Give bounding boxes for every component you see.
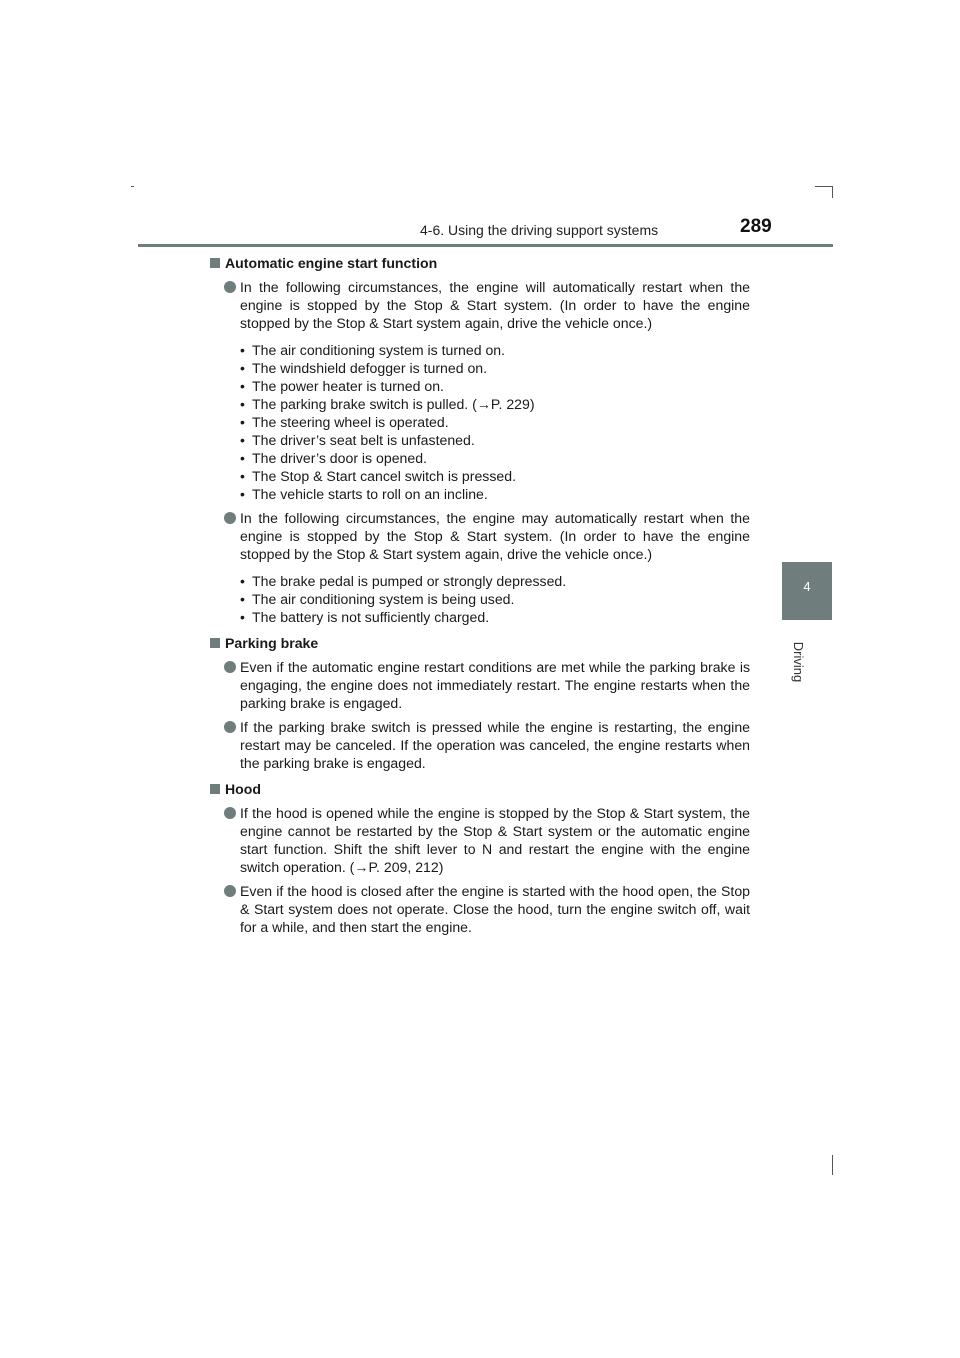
page-number: 289 bbox=[740, 216, 772, 237]
item-text: Even if the automatic engine restart conditions are met while the parking brake is engaging, the engine does not immediately restart. The engine restarts when the parking brake is engaged. bbox=[240, 659, 750, 711]
sub-list-item: • The windshield defogger is turned on. bbox=[240, 359, 750, 377]
sub-list-item: • The air conditioning system is turned on. bbox=[240, 341, 750, 359]
item-text: If the parking brake switch is pressed while the engine is restarting, the engine restart may be canceled. If the operation was canceled, the engine restarts when the parking brake is engaged. bbox=[240, 719, 750, 771]
sub-list-item: • The driver’s door is opened. bbox=[240, 449, 750, 467]
circle-bullet-icon bbox=[224, 512, 236, 524]
item-text: If the hood is opened while the engine is stopped by the Stop & Start system, the engine cannot be restarted by the Stop & Start system or the automatic engine start function. Shift the shift lever to N and restart the engine with the engine switch operation. (→P. 209, 212) bbox=[240, 805, 750, 875]
circle-bullet-icon bbox=[224, 661, 236, 673]
crop-mark-top-left bbox=[131, 186, 134, 187]
list-item bbox=[210, 804, 750, 876]
crop-mark-bottom-right bbox=[832, 1155, 833, 1175]
list-item bbox=[210, 278, 750, 503]
section-heading-hood bbox=[210, 780, 750, 798]
sub-list-item: • The Stop & Start cancel switch is pressed. bbox=[240, 467, 750, 485]
section-heading-parking-brake bbox=[210, 634, 750, 652]
list-item bbox=[210, 882, 750, 936]
section-title: 4-6. Using the driving support systems bbox=[420, 222, 659, 238]
chapter-number: 4 bbox=[803, 579, 811, 594]
sub-list bbox=[240, 341, 750, 503]
sub-list-item: • The parking brake switch is pulled. (→P. 229) bbox=[240, 395, 750, 413]
circle-bullet-icon bbox=[224, 885, 236, 897]
sub-list-item: • The power heater is turned on. bbox=[240, 377, 750, 395]
sub-list-item: • The driver’s seat belt is unfastened. bbox=[240, 431, 750, 449]
item-text: In the following circumstances, the engine may automatically restart when the engine is stopped by the Stop & Start system. (In order to have the engine stopped by the Stop & Start system again, drive the vehicle once.) bbox=[240, 510, 750, 562]
square-bullet-icon bbox=[210, 258, 220, 268]
section-heading-automatic-start bbox=[210, 254, 750, 272]
list-item bbox=[210, 718, 750, 772]
heading-text: Automatic engine start function bbox=[225, 255, 438, 271]
list-item bbox=[210, 658, 750, 712]
circle-bullet-icon bbox=[224, 281, 236, 293]
circle-bullet-icon bbox=[224, 721, 236, 733]
heading-text: Hood bbox=[225, 781, 262, 797]
list-item bbox=[210, 509, 750, 626]
sub-list-item: • The vehicle starts to roll on an incline. bbox=[240, 485, 750, 503]
sub-list-item: • The steering wheel is operated. bbox=[240, 413, 750, 431]
square-bullet-icon bbox=[210, 638, 220, 648]
square-bullet-icon bbox=[210, 784, 220, 794]
chapter-tab bbox=[782, 562, 832, 620]
chapter-label: Driving bbox=[791, 641, 806, 683]
sub-list-item: • The battery is not sufficiently charged. bbox=[240, 608, 750, 626]
item-text: In the following circumstances, the engine will automatically restart when the engine is stopped by the Stop & Start system. (In order to have the engine stopped by the Stop & Start system again, drive the vehicle once.) bbox=[240, 279, 750, 331]
sub-list bbox=[240, 572, 750, 626]
circle-bullet-icon bbox=[224, 807, 236, 819]
crop-mark-top-right-vertical bbox=[832, 186, 833, 198]
header-rule bbox=[138, 244, 833, 247]
sub-list-item: • The brake pedal is pumped or strongly depressed. bbox=[240, 572, 750, 590]
crop-mark-top-right-horizontal bbox=[815, 186, 833, 187]
heading-text: Parking brake bbox=[225, 635, 319, 651]
item-text: Even if the hood is closed after the engine is started with the hood open, the Stop & Start system does not operate. Close the hood, turn the engine switch off, wait for a while, and then start the engine. bbox=[240, 883, 750, 935]
page-content bbox=[210, 254, 750, 942]
sub-list-item: • The air conditioning system is being used. bbox=[240, 590, 750, 608]
